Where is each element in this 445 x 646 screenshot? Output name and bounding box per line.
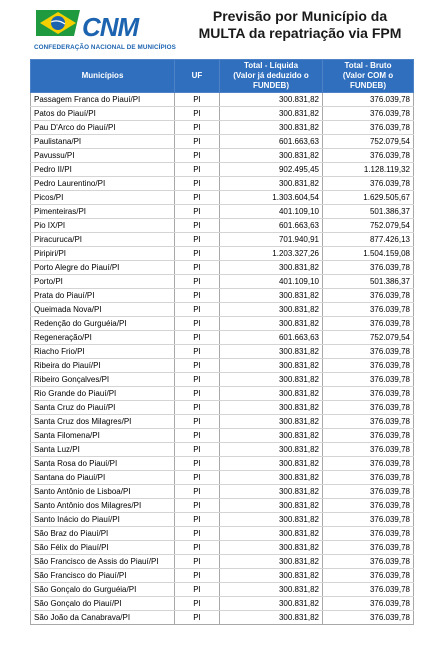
cell-uf: PI [175,345,220,359]
cell-total-liquida: 300.831,82 [220,387,323,401]
cell-municipio: Ribeiro Gonçalves/PI [31,373,175,387]
cell-uf: PI [175,457,220,471]
cell-total-liquida: 300.831,82 [220,261,323,275]
cell-total-liquida: 300.831,82 [220,443,323,457]
cell-total-liquida: 300.831,82 [220,359,323,373]
cell-uf: PI [175,443,220,457]
cell-municipio: São Braz do Piauí/PI [31,527,175,541]
cell-uf: PI [175,471,220,485]
cell-municipio: Santa Rosa do Piauí/PI [31,457,175,471]
cell-municipio: Prata do Piauí/PI [31,289,175,303]
cell-total-bruto: 376.039,78 [323,499,414,513]
cell-uf: PI [175,247,220,261]
table-row [31,219,414,233]
table-row [31,275,414,289]
table-row [31,303,414,317]
cell-municipio: Pedro Laurentino/PI [31,177,175,191]
cell-uf: PI [175,527,220,541]
column-header-municipios: Municípios [31,60,175,93]
cell-uf: PI [175,597,220,611]
cell-uf: PI [175,317,220,331]
logo-wordmark: CNM [82,12,139,42]
cell-municipio: Patos do Piauí/PI [31,107,175,121]
cell-total-bruto: 752.079,54 [323,135,414,149]
cell-total-bruto: 376.039,78 [323,177,414,191]
cell-municipio: São Francisco do Piauí/PI [31,569,175,583]
table-row [31,163,414,177]
cell-municipio: Santa Cruz dos Milagres/PI [31,415,175,429]
cell-municipio: Regeneração/PI [31,331,175,345]
cell-municipio: Santana do Piauí/PI [31,471,175,485]
cell-uf: PI [175,149,220,163]
cell-uf: PI [175,373,220,387]
table-row [31,331,414,345]
cell-total-liquida: 300.831,82 [220,499,323,513]
table-row [31,401,414,415]
cell-total-bruto: 376.039,78 [323,569,414,583]
logo-subtitle: CONFEDERAÇÃO NACIONAL DE MUNICÍPIOS [34,44,176,51]
cell-total-liquida: 300.831,82 [220,289,323,303]
column-header-total-liquida: Total - Líquida (Valor já deduzido o FUNDEB) [220,60,323,93]
cell-uf: PI [175,331,220,345]
cell-total-liquida: 601.663,63 [220,135,323,149]
cell-total-liquida: 300.831,82 [220,611,323,625]
cell-total-liquida: 300.831,82 [220,597,323,611]
cell-total-bruto: 376.039,78 [323,415,414,429]
cell-total-liquida: 1.303.604,54 [220,191,323,205]
cell-total-liquida: 300.831,82 [220,513,323,527]
cell-municipio: Piripiri/PI [31,247,175,261]
cell-uf: PI [175,233,220,247]
cell-total-liquida: 300.831,82 [220,149,323,163]
cell-total-bruto: 501.386,37 [323,275,414,289]
cell-municipio: Pavussu/PI [31,149,175,163]
cell-uf: PI [175,555,220,569]
cell-total-bruto: 376.039,78 [323,485,414,499]
cell-total-liquida: 300.831,82 [220,457,323,471]
cell-total-bruto: 376.039,78 [323,93,414,107]
cell-municipio: Santa Cruz do Piauí/PI [31,401,175,415]
cell-uf: PI [175,205,220,219]
cell-uf: PI [175,121,220,135]
cell-total-bruto: 376.039,78 [323,121,414,135]
cell-uf: PI [175,303,220,317]
cell-total-liquida: 300.831,82 [220,107,323,121]
cell-total-liquida: 300.831,82 [220,93,323,107]
cell-total-bruto: 376.039,78 [323,149,414,163]
cell-municipio: Porto/PI [31,275,175,289]
table-row [31,541,414,555]
table-row [31,191,414,205]
table-row [31,345,414,359]
cell-total-liquida: 300.831,82 [220,317,323,331]
table-row [31,499,414,513]
cell-total-liquida: 300.831,82 [220,177,323,191]
cell-total-bruto: 376.039,78 [323,429,414,443]
cell-uf: PI [175,93,220,107]
cell-total-liquida: 300.831,82 [220,429,323,443]
cell-total-liquida: 300.831,82 [220,527,323,541]
cell-uf: PI [175,429,220,443]
cell-total-bruto: 376.039,78 [323,261,414,275]
cell-total-liquida: 902.495,45 [220,163,323,177]
table-row [31,289,414,303]
cnm-logo [34,6,174,50]
cell-total-bruto: 376.039,78 [323,457,414,471]
table-row [31,107,414,121]
cell-uf: PI [175,513,220,527]
cell-municipio: Pedro II/PI [31,163,175,177]
cell-uf: PI [175,163,220,177]
cell-total-bruto: 376.039,78 [323,471,414,485]
cell-municipio: Santo Antônio de Lisboa/PI [31,485,175,499]
table-row [31,443,414,457]
cell-total-bruto: 376.039,78 [323,583,414,597]
brazil-flag-icon [34,6,86,40]
cell-municipio: São Francisco de Assis do Piauí/PI [31,555,175,569]
cell-total-bruto: 376.039,78 [323,387,414,401]
cell-total-bruto: 376.039,78 [323,373,414,387]
table-row [31,555,414,569]
cell-uf: PI [175,541,220,555]
table-row [31,429,414,443]
cell-total-bruto: 1.128.119,32 [323,163,414,177]
table-row [31,513,414,527]
cell-uf: PI [175,401,220,415]
cell-total-bruto: 376.039,78 [323,359,414,373]
cell-municipio: Rio Grande do Piauí/PI [31,387,175,401]
cell-uf: PI [175,261,220,275]
cell-total-bruto: 376.039,78 [323,107,414,121]
cell-total-bruto: 376.039,78 [323,541,414,555]
cell-total-liquida: 601.663,63 [220,331,323,345]
cell-total-liquida: 1.203.327,26 [220,247,323,261]
table-row [31,93,414,107]
cell-municipio: São João da Canabrava/PI [31,611,175,625]
cell-total-bruto: 752.079,54 [323,219,414,233]
cell-total-liquida: 401.109,10 [220,205,323,219]
title-line-2: MULTA da repatriação via FPM [198,25,402,41]
cell-municipio: Pimenteiras/PI [31,205,175,219]
cell-total-bruto: 376.039,78 [323,513,414,527]
cell-total-liquida: 300.831,82 [220,541,323,555]
cell-uf: PI [175,107,220,121]
table-body [31,93,414,625]
table-row [31,233,414,247]
cell-total-bruto: 1.504.159,08 [323,247,414,261]
table-row [31,359,414,373]
title-line-1: Previsão por Município da [212,8,388,24]
cell-uf: PI [175,191,220,205]
cell-total-bruto: 376.039,78 [323,303,414,317]
table-row [31,527,414,541]
table-row [31,247,414,261]
cell-total-liquida: 300.831,82 [220,373,323,387]
table-row [31,485,414,499]
cell-municipio: Riacho Frio/PI [31,345,175,359]
table-header-row [31,60,414,93]
cell-uf: PI [175,219,220,233]
cell-total-bruto: 376.039,78 [323,527,414,541]
cell-total-bruto: 376.039,78 [323,611,414,625]
cell-municipio: Pio IX/PI [31,219,175,233]
cell-total-liquida: 300.831,82 [220,415,323,429]
table-row [31,583,414,597]
cell-total-bruto: 1.629.505,67 [323,191,414,205]
cell-uf: PI [175,289,220,303]
table-row [31,415,414,429]
cell-municipio: Queimada Nova/PI [31,303,175,317]
cell-municipio: Redenção do Gurguéia/PI [31,317,175,331]
cell-uf: PI [175,569,220,583]
cell-total-liquida: 300.831,82 [220,121,323,135]
cell-total-liquida: 701.940,91 [220,233,323,247]
cell-municipio: Santa Luz/PI [31,443,175,457]
cell-total-bruto: 376.039,78 [323,317,414,331]
cell-municipio: Pau D'Arco do Piauí/PI [31,121,175,135]
cell-municipio: Santa Filomena/PI [31,429,175,443]
cell-uf: PI [175,275,220,289]
cell-total-liquida: 300.831,82 [220,401,323,415]
cell-total-bruto: 501.386,37 [323,205,414,219]
cell-total-liquida: 300.831,82 [220,583,323,597]
cell-total-bruto: 877.426,13 [323,233,414,247]
cell-municipio: São Gonçalo do Gurguéia/PI [31,583,175,597]
table-row [31,611,414,625]
cell-municipio: Santo Antônio dos Milagres/PI [31,499,175,513]
cell-municipio: Porto Alegre do Piauí/PI [31,261,175,275]
cell-total-bruto: 376.039,78 [323,401,414,415]
cell-uf: PI [175,387,220,401]
cell-total-liquida: 300.831,82 [220,555,323,569]
column-header-uf: UF [175,60,220,93]
cell-total-liquida: 300.831,82 [220,569,323,583]
cell-total-liquida: 300.831,82 [220,485,323,499]
cell-total-bruto: 376.039,78 [323,597,414,611]
table-row [31,177,414,191]
cell-municipio: São Gonçalo do Piauí/PI [31,597,175,611]
cell-uf: PI [175,359,220,373]
table-row [31,317,414,331]
cell-municipio: Piracuruca/PI [31,233,175,247]
table-row [31,387,414,401]
table-row [31,597,414,611]
cell-municipio: Paulistana/PI [31,135,175,149]
table-row [31,135,414,149]
cell-uf: PI [175,499,220,513]
cell-municipio: Santo Inácio do Piauí/PI [31,513,175,527]
cell-total-bruto: 376.039,78 [323,345,414,359]
cell-total-bruto: 376.039,78 [323,555,414,569]
cell-total-bruto: 752.079,54 [323,331,414,345]
table-row [31,457,414,471]
cell-total-liquida: 300.831,82 [220,471,323,485]
column-header-total-bruto: Total - Bruto (Valor COM o FUNDEB) [323,60,414,93]
cell-municipio: Ribeira do Piauí/PI [31,359,175,373]
cell-total-liquida: 300.831,82 [220,345,323,359]
cell-uf: PI [175,135,220,149]
table-row [31,569,414,583]
table-row [31,205,414,219]
cell-uf: PI [175,177,220,191]
cell-total-bruto: 376.039,78 [323,443,414,457]
table-row [31,261,414,275]
cell-uf: PI [175,611,220,625]
page-title [180,8,420,42]
cell-total-liquida: 401.109,10 [220,275,323,289]
table-row [31,471,414,485]
cell-total-bruto: 376.039,78 [323,289,414,303]
cell-uf: PI [175,415,220,429]
municipality-table [30,59,414,625]
document-header [0,0,445,56]
cell-municipio: Passagem Franca do Piauí/PI [31,93,175,107]
cell-uf: PI [175,485,220,499]
cell-total-liquida: 300.831,82 [220,303,323,317]
table-row [31,373,414,387]
cell-municipio: São Félix do Piauí/PI [31,541,175,555]
table-row [31,121,414,135]
cell-total-liquida: 601.663,63 [220,219,323,233]
table-row [31,149,414,163]
cell-municipio: Picos/PI [31,191,175,205]
cell-uf: PI [175,583,220,597]
